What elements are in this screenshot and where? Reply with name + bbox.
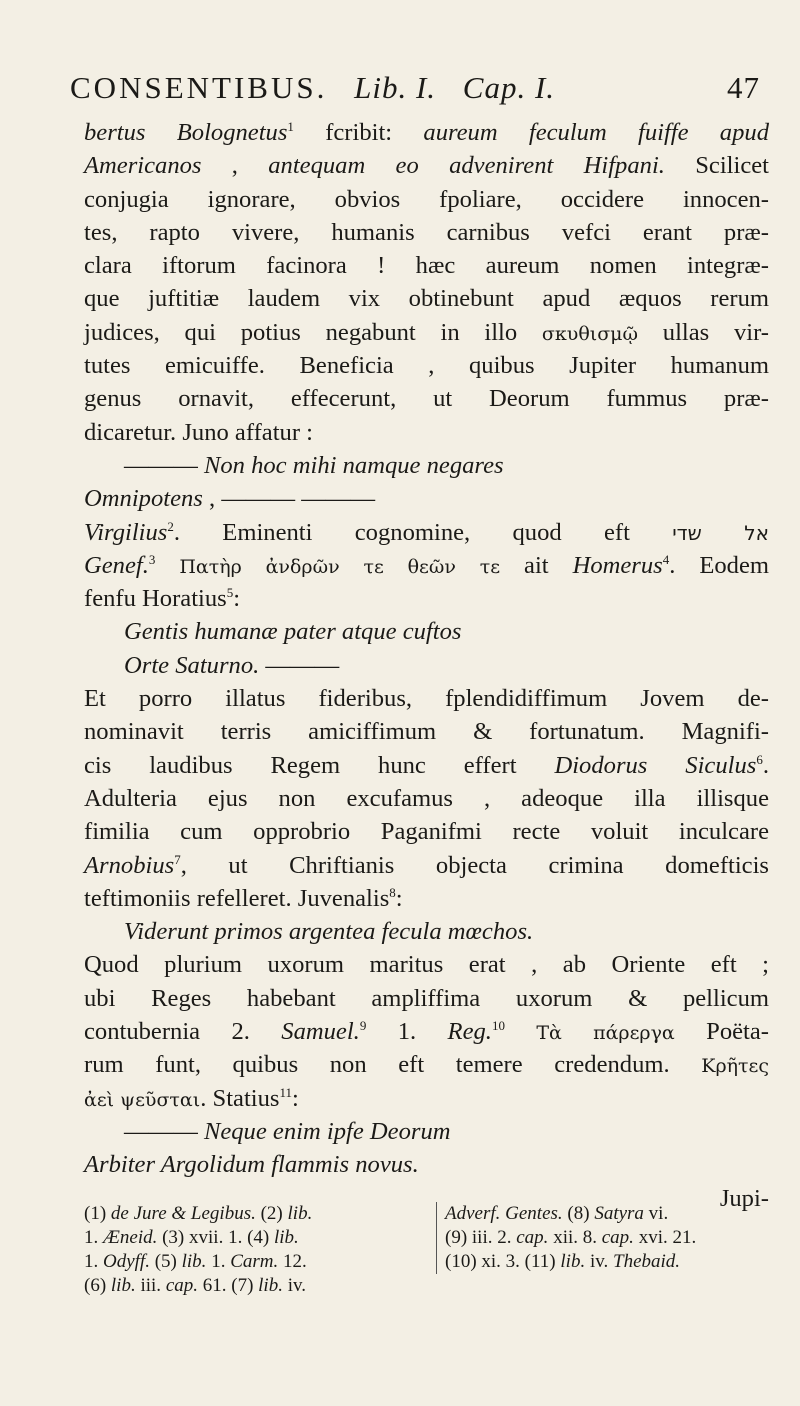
text-line: rum funt, quibus non eft temere credendum. Κρῆτες — [84, 1051, 769, 1079]
text-line: tutes emicuiffe. Beneficia , quibus Jupiter humanum — [84, 352, 769, 380]
text-line: Omnipotens , ——— ——— — [84, 485, 376, 513]
running-header — [70, 70, 760, 106]
text-line: Americanos , antequam eo advenirent Hifpani. Scilicet — [84, 152, 769, 180]
text-line: Arnobius$^7$, ut Chriftianis objecta crimina domefticis — [84, 851, 769, 879]
text-line: contubernia 2. Samuel.$^9$ 1. Reg.$^{10}$ Τὰ πάρεργα Poëta- — [84, 1017, 769, 1046]
book-number: Lib. I. — [354, 70, 437, 105]
text-line: dicaretur. Juno affatur : — [84, 418, 314, 446]
text-line: Adulteria ejus non excufamus , adeoque illa illisque — [84, 784, 769, 812]
text-line: Et porro illatus fideribus, fplendidiffimum Jovem de- — [84, 685, 769, 713]
footnote-line: 1. Æneid. (3) xvii. 1. (4) lib. — [84, 1227, 299, 1248]
text-line: Gentis humanæ pater atque cuftos — [124, 618, 462, 646]
text-line: judices, qui potius negabunt in illo σκυθισμῷ ullas vir- — [84, 318, 769, 346]
footnote-line: (1) de Jure & Legibus. (2) lib. — [84, 1203, 313, 1224]
text-line: fenfu Horatius$^5$: — [84, 584, 241, 613]
main-text — [84, 116, 769, 1215]
running-title: CONSENTIBUS. — [70, 70, 328, 105]
text-line: que juftitiæ laudem vix obtinebunt apud æquos rerum — [84, 285, 769, 313]
chapter-number: Cap. I. — [462, 70, 556, 105]
page-number: 47 — [727, 70, 760, 105]
footnote-line: Adverf. Gentes. (8) Satyra vi. — [445, 1203, 669, 1224]
text-line: Arbiter Argolidum flammis novus. — [84, 1151, 419, 1179]
footnote-line: (10) xi. 3. (11) lib. iv. Thebaid. — [445, 1251, 681, 1272]
text-line: ubi Reges habebant ampliffima uxorum & pellicum — [84, 984, 769, 1012]
text-line: nominavit terris amiciffimum & fortunatum. Magnifi- — [84, 718, 769, 746]
text-line: Virgilius$^2$. Eminenti cognomine, quod eft אל שדי — [84, 518, 770, 546]
text-line: ἀεὶ ψεῦσται. Statius$^{11}$: — [84, 1084, 299, 1112]
text-line: teftimoniis refelleret. Juvenalis$^8$: — [84, 884, 403, 912]
text-line: Quod plurium uxorum maritus erat , ab Oriente eft ; — [84, 951, 769, 979]
text-line: ——— Neque enim ipfe Deorum — [124, 1117, 451, 1145]
text-line: fimilia cum opprobrio Paganifmi recte voluit inculcare — [84, 818, 769, 846]
text-line: genus ornavit, effecerunt, ut Deorum fummus præ- — [84, 385, 769, 413]
text-line: cis laudibus Regem hunc effert Diodorus Siculus$^6$. — [84, 751, 769, 779]
footnote-line: (6) lib. iii. cap. 61. (7) lib. iv. — [84, 1275, 307, 1296]
text-line: conjugia ignorare, obvios fpoliare, occidere innocen- — [84, 185, 769, 213]
text-line: Viderunt primos argentea fecula mœchos. — [124, 918, 534, 946]
footnote-line: 1. Odyff. (5) lib. 1. Carm. 12. — [84, 1251, 307, 1272]
text-line: Orte Saturno. ——— — [124, 651, 340, 679]
text-line: ——— Non hoc mihi namque negares — [124, 451, 504, 479]
catchword: Jupi- — [719, 1184, 769, 1212]
text-line: tes, rapto vivere, humanis carnibus vefci erant præ- — [84, 218, 769, 246]
footnotes-left-column — [84, 1202, 414, 1298]
text-line: bertus Bolognetus$^1$ fcribit: aureum feculum fuiffe apud — [84, 118, 769, 146]
footnote-line: (9) iii. 2. cap. xii. 8. cap. xvi. 21. — [445, 1227, 697, 1248]
text-line: clara iftorum facinora ! hæc aureum nomen integræ- — [84, 252, 769, 280]
text-line: Genef.$^3$ Πατὴρ ἀνδρῶν τε θεῶν τε ait Homerus$^4$. Eodem — [84, 551, 769, 579]
footnotes-right-column — [436, 1202, 783, 1274]
